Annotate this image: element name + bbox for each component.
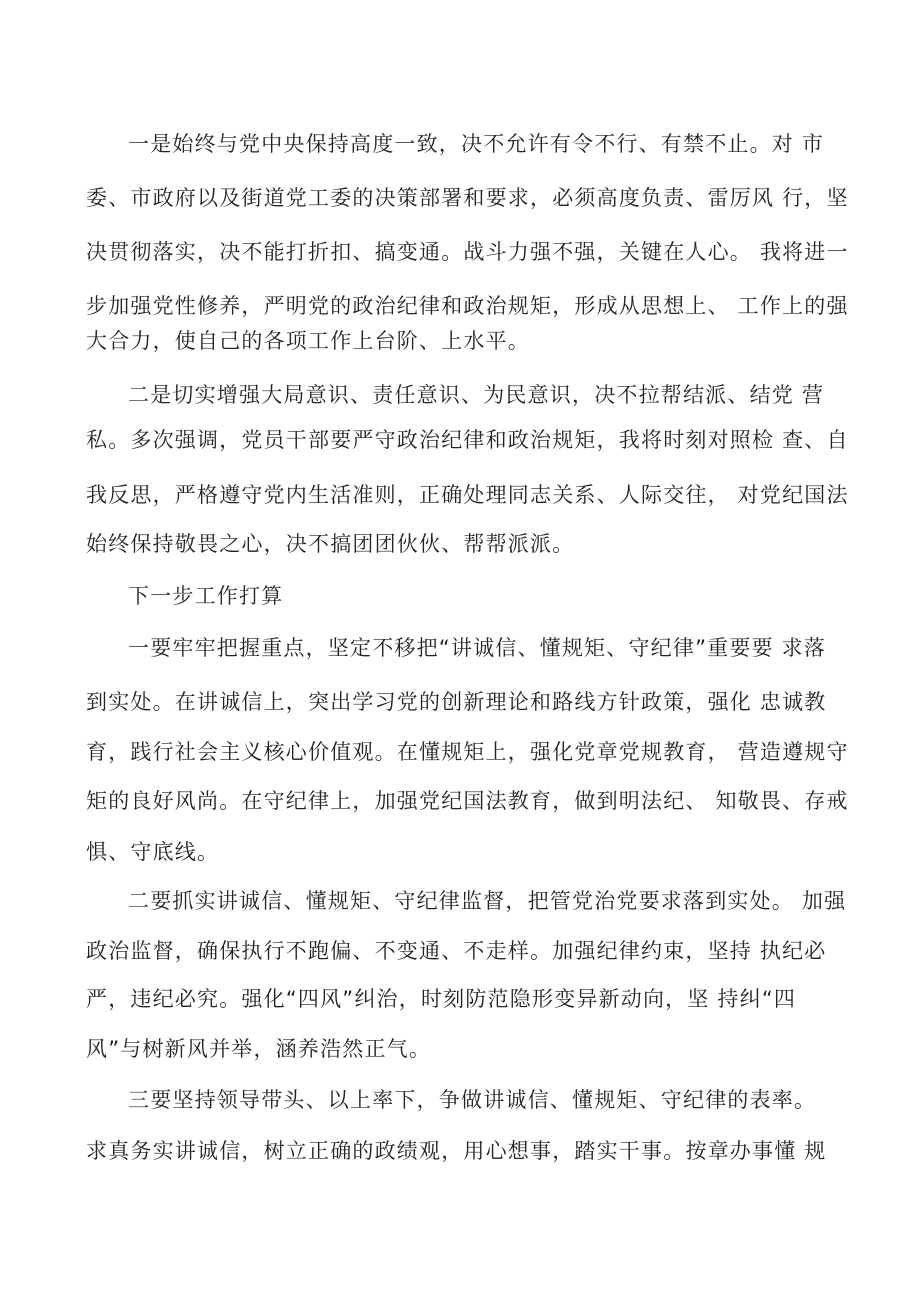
- para-4-line-1: 二要抓实讲诚信、懂规矩、守纪律监督，把管党治党要求落到实处。 加强: [128, 889, 847, 913]
- para-2-line-3: 我反思，严格遵守党内生活准则，正确处理同志关系、人际交往， 对党纪国法: [86, 483, 849, 507]
- para-1-line-4: 步加强党性修养，严明党的政治纪律和政治规矩，形成从思想上、 工作上的强: [86, 294, 849, 318]
- para-5-line-2: 求真务实讲诚信，树立正确的政绩观，用心想事，踏实干事。按章办事懂 规: [86, 1139, 827, 1163]
- para-5-line-1: 三要坚持领导带头、以上率下，争做讲诚信、懂规矩、守纪律的表率。: [128, 1088, 817, 1112]
- para-3-line-5: 惧、守底线。: [86, 840, 220, 864]
- para-1-line-1: 一是始终与党中央保持高度一致，决不允许有令不行、有禁不止。对 市: [128, 132, 825, 156]
- para-4-line-2: 政治监督，确保执行不跑偏、不变通、不走样。加强纪律约束，坚持 执纪必: [86, 939, 827, 963]
- para-3-line-2: 到实处。在讲诚信上，突出学习党的创新理论和路线方针政策，强化 忠诚教: [86, 690, 827, 714]
- para-3-line-4: 矩的良好风尚。在守纪律上，加强党纪国法教育，做到明法纪、 知敬畏、存戒: [86, 789, 849, 813]
- para-3-line-1: 一要牢牢把握重点，坚定不移把“讲诚信、懂规矩、守纪律”重要要 求落: [128, 636, 827, 660]
- section-heading: 下一步工作打算: [128, 584, 284, 608]
- para-4-line-4: 风”与树新风并举，涵养浩然正气。: [86, 1037, 432, 1061]
- para-2-line-4: 始终保持敬畏之心，决不搞团团伙伙、帮帮派派。: [86, 532, 575, 556]
- para-3-line-3: 育，践行社会主义核心价值观。在懂规矩上，强化党章党规教育， 营造遵规守: [86, 740, 849, 764]
- para-2-line-2: 私。多次强调，党员干部要严守政治纪律和政治规矩，我将时刻对照检 查、自: [86, 428, 849, 452]
- para-1-line-3: 决贯彻落实，决不能打折扣、搞变通。战斗力强不强，关键在人心。 我将进一: [86, 240, 849, 264]
- para-4-line-3: 严，违纪必究。强化“四风”纠治，时刻防范隐形变异新动向，坚 持纠“四: [86, 987, 797, 1011]
- para-1-line-2: 委、市政府以及街道党工委的决策部署和要求，必须高度负责、雷厉风 行，坚: [86, 186, 849, 210]
- para-1-line-5: 大合力，使自己的各项工作上台阶、上水平。: [86, 329, 530, 353]
- para-2-line-1: 二是切实增强大局意识、责任意识、为民意识，决不拉帮结派、结党 营: [128, 383, 825, 407]
